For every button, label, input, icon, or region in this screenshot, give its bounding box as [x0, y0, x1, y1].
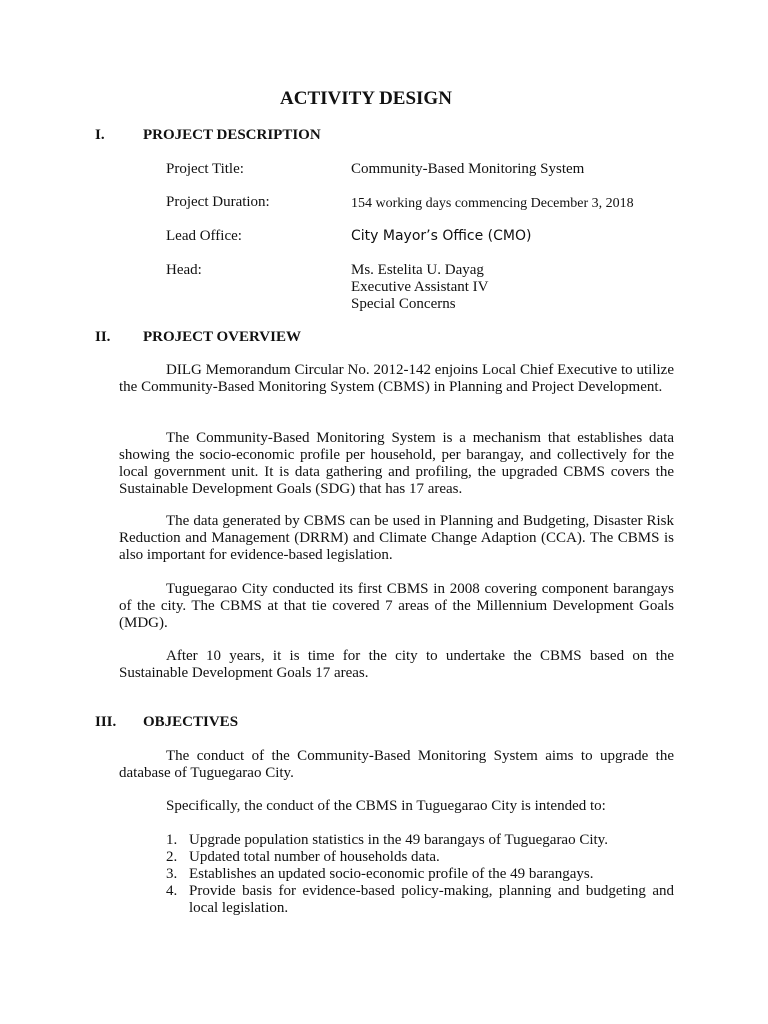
objective-text: Establishes an updated socio-economic profile of the 49 barangays.: [189, 866, 594, 882]
objective-text: Upgrade population statistics in the 49 barangays of Tuguegarao City.: [189, 832, 608, 848]
section-2-heading: PROJECT OVERVIEW: [143, 329, 301, 345]
section-1-heading: PROJECT DESCRIPTION: [143, 127, 321, 143]
overview-paragraph-5: After 10 years, it is time for the city to undertake the CBMS based on the Sustainable Development Goals 17 areas.: [119, 648, 674, 681]
project-duration-label: Project Duration:: [166, 194, 270, 210]
project-title-label: Project Title:: [166, 161, 244, 177]
objectives-list: [166, 832, 674, 917]
project-duration-value: 154 working days commencing December 3, 2018: [351, 196, 634, 211]
objective-item: [166, 883, 674, 917]
lead-office-value: City Mayor’s Office (CMO): [351, 228, 532, 244]
section-2-number: II.: [95, 329, 111, 345]
objectives-intro: The conduct of the Community-Based Monitoring System aims to upgrade the database of Tuguegarao City.: [119, 748, 674, 781]
objective-number: 4.: [166, 883, 178, 899]
overview-paragraph-2: The Community-Based Monitoring System is a mechanism that establishes data showing the socio-economic profile per household, per barangay, and collectively for the local government unit. It is data gathering and profiling, the upgraded CBMS covers the Sustainable Development Goals (SDG) that has 17 areas.: [119, 430, 674, 497]
objective-text: Provide basis for evidence-based policy-making, planning and budgeting and local legislation.: [189, 883, 674, 916]
objective-number: 2.: [166, 849, 178, 865]
section-1-number: I.: [95, 127, 105, 143]
objective-number: 3.: [166, 866, 178, 882]
objective-number: 1.: [166, 832, 178, 848]
document-title: ACTIVITY DESIGN: [280, 88, 452, 109]
overview-paragraph-4: Tuguegarao City conducted its first CBMS in 2008 covering component barangays of the city. The CBMS at that tie covered 7 areas of the Millennium Development Goals (MDG).: [119, 581, 674, 631]
overview-paragraph-3: The data generated by CBMS can be used in Planning and Budgeting, Disaster Risk Reduction and Management (DRRM) and Climate Change Adaption (CCA). The CBMS is also important for evidence-based legislation.: [119, 513, 674, 563]
section-3-heading: OBJECTIVES: [143, 714, 239, 730]
lead-office-label: Lead Office:: [166, 228, 242, 244]
overview-paragraph-1: DILG Memorandum Circular No. 2012-142 enjoins Local Chief Executive to utilize the Community-Based Monitoring System (CBMS) in Planning and Project Development.: [119, 362, 674, 395]
project-title-value: Community-Based Monitoring System: [351, 161, 585, 177]
objective-item: [166, 832, 674, 849]
head-unit: Special Concerns: [351, 296, 456, 312]
objective-item: [166, 849, 674, 866]
objective-item: [166, 866, 674, 883]
head-name: Ms. Estelita U. Dayag: [351, 262, 484, 278]
objective-text: Updated total number of households data.: [189, 849, 440, 865]
section-3-number: III.: [95, 714, 117, 730]
head-label: Head:: [166, 262, 202, 278]
objectives-specific: Specifically, the conduct of the CBMS in Tuguegarao City is intended to:: [166, 798, 606, 814]
head-position: Executive Assistant IV: [351, 279, 489, 295]
